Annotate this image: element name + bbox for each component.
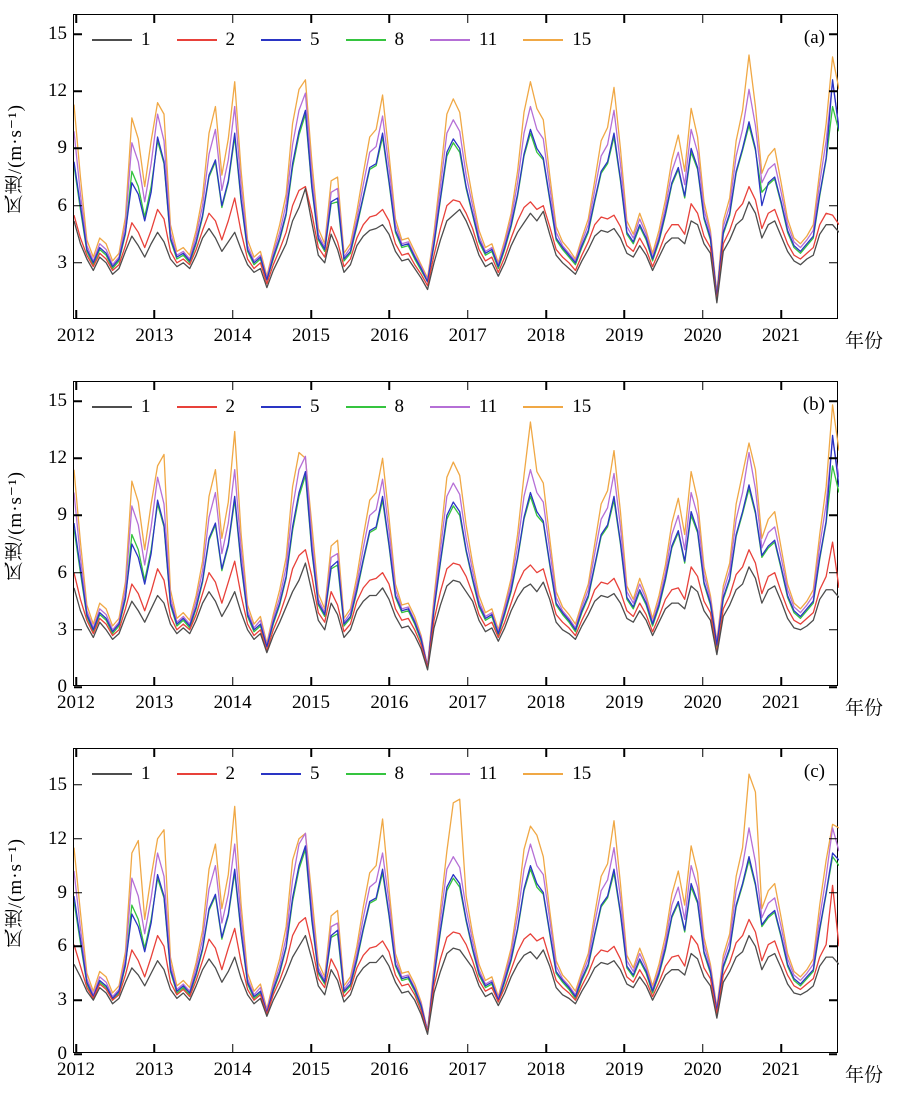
x-tick-mark bbox=[624, 310, 626, 318]
series-lines-c bbox=[74, 749, 839, 1054]
legend-swatch bbox=[261, 39, 301, 41]
y-tick-mark bbox=[829, 148, 837, 150]
y-tick-label: 6 bbox=[57, 561, 67, 583]
x-tick-mark bbox=[389, 677, 391, 685]
x-tick-label: 2014 bbox=[213, 325, 252, 346]
x-tick-mark bbox=[389, 1044, 391, 1052]
y-tick-label: 15 bbox=[48, 390, 67, 412]
x-tick-label: 2018 bbox=[527, 325, 565, 346]
x-tick-label: 2017 bbox=[448, 692, 487, 713]
x-tick-mark bbox=[75, 15, 77, 23]
x-tick-label: 2012 bbox=[57, 1059, 95, 1080]
y-tick-label: 3 bbox=[57, 251, 67, 273]
x-tick-mark bbox=[624, 677, 626, 685]
y-tick-mark bbox=[829, 946, 837, 948]
x-tick-mark bbox=[467, 1044, 469, 1052]
x-tick-label: 2013 bbox=[135, 1059, 174, 1080]
series-lines-a bbox=[74, 15, 839, 320]
y-tick-mark bbox=[829, 629, 837, 631]
legend-swatch bbox=[92, 406, 132, 408]
y-tick-mark bbox=[829, 999, 837, 1001]
x-tick-mark bbox=[75, 1044, 77, 1052]
legend-label: 1 bbox=[141, 29, 151, 50]
y-tick-label: 9 bbox=[57, 504, 67, 526]
x-tick-mark bbox=[75, 382, 77, 390]
legend-swatch bbox=[261, 773, 301, 775]
y-tick-mark bbox=[829, 892, 837, 894]
legend-swatch bbox=[92, 39, 132, 41]
legend-item[interactable] bbox=[177, 396, 236, 418]
legend-label: 8 bbox=[394, 29, 404, 50]
x-tick-label: 2014 bbox=[213, 692, 252, 713]
x-tick-mark bbox=[780, 1044, 782, 1052]
panel-letter-b: (b) bbox=[802, 394, 825, 415]
series-line-11 bbox=[74, 828, 839, 1031]
x-tick-label: 2017 bbox=[448, 1059, 487, 1080]
legend-item[interactable] bbox=[261, 763, 320, 785]
x-tick-label: 2021 bbox=[762, 325, 800, 346]
x-axis-label-c: 年份 bbox=[845, 1065, 884, 1086]
x-tick-mark bbox=[780, 677, 782, 685]
x-tick-label: 2013 bbox=[135, 325, 174, 346]
legend-swatch bbox=[346, 406, 386, 408]
y-tick-mark bbox=[829, 205, 837, 207]
x-tick-mark bbox=[702, 310, 704, 318]
legend-label: 15 bbox=[572, 763, 592, 784]
y-tick-label: 3 bbox=[57, 989, 67, 1011]
x-tick-label: 2020 bbox=[683, 692, 722, 713]
x-tick-mark bbox=[310, 1044, 312, 1052]
x-tick-mark bbox=[702, 15, 704, 23]
x-tick-label: 2015 bbox=[292, 692, 330, 713]
x-tick-mark bbox=[154, 1044, 156, 1052]
x-tick-mark bbox=[702, 382, 704, 390]
y-tick-label: 9 bbox=[57, 881, 67, 903]
legend-item[interactable] bbox=[177, 29, 236, 51]
x-tick-mark bbox=[780, 310, 782, 318]
series-line-8 bbox=[74, 849, 839, 1032]
legend-swatch bbox=[346, 773, 386, 775]
x-tick-label: 2018 bbox=[527, 692, 565, 713]
x-tick-mark bbox=[624, 15, 626, 23]
y-tick-label: 12 bbox=[48, 827, 67, 849]
legend-swatch bbox=[177, 773, 217, 775]
legend-swatch bbox=[430, 39, 470, 41]
x-tick-mark bbox=[75, 310, 77, 318]
x-tick-mark bbox=[467, 382, 469, 390]
y-tick-mark bbox=[74, 629, 82, 631]
y-tick-label: 0 bbox=[57, 1043, 67, 1064]
legend-swatch bbox=[346, 39, 386, 41]
x-tick-mark bbox=[232, 382, 234, 390]
legend-item[interactable] bbox=[92, 29, 151, 51]
chart-panel-a bbox=[0, 0, 909, 367]
x-tick-mark bbox=[780, 749, 782, 757]
x-tick-mark bbox=[545, 749, 547, 757]
y-tick-mark bbox=[74, 148, 82, 150]
legend-swatch bbox=[92, 773, 132, 775]
x-tick-mark bbox=[545, 1044, 547, 1052]
series-line-2 bbox=[74, 542, 839, 668]
x-tick-mark bbox=[545, 310, 547, 318]
x-tick-label: 2016 bbox=[370, 325, 409, 346]
series-line-1 bbox=[74, 563, 839, 670]
legend-item[interactable] bbox=[523, 396, 591, 418]
x-tick-mark bbox=[702, 1044, 704, 1052]
x-tick-mark bbox=[154, 15, 156, 23]
y-tick-label: 6 bbox=[57, 935, 67, 957]
x-tick-mark bbox=[467, 677, 469, 685]
x-axis-label-b: 年份 bbox=[845, 698, 884, 719]
y-tick-mark bbox=[74, 999, 82, 1001]
legend-swatch bbox=[177, 39, 217, 41]
legend-label: 8 bbox=[394, 763, 404, 784]
y-tick-mark bbox=[74, 33, 82, 35]
x-tick-mark bbox=[310, 310, 312, 318]
y-tick-mark bbox=[829, 686, 837, 688]
y-tick-mark bbox=[829, 33, 837, 35]
x-tick-label: 2017 bbox=[448, 325, 487, 346]
x-tick-mark bbox=[545, 382, 547, 390]
x-tick-mark bbox=[624, 1044, 626, 1052]
y-tick-mark bbox=[74, 946, 82, 948]
legend-item[interactable] bbox=[523, 29, 591, 51]
x-tick-label: 2012 bbox=[57, 692, 95, 713]
x-tick-label: 2021 bbox=[762, 1059, 800, 1080]
y-axis-label-a: 风速/(m·s⁻¹) bbox=[5, 103, 26, 215]
y-tick-mark bbox=[74, 784, 82, 786]
x-tick-mark bbox=[624, 382, 626, 390]
y-tick-label: 0 bbox=[57, 676, 67, 697]
y-axis-label-b: 风速/(m·s⁻¹) bbox=[5, 470, 26, 582]
x-tick-mark bbox=[389, 310, 391, 318]
y-tick-mark bbox=[74, 400, 82, 402]
plot-frame-c bbox=[48, 748, 838, 1080]
x-axis-label-a: 年份 bbox=[845, 331, 884, 352]
legend-label: 2 bbox=[225, 29, 235, 50]
x-tick-mark bbox=[389, 382, 391, 390]
y-tick-mark bbox=[74, 458, 82, 460]
x-tick-mark bbox=[310, 382, 312, 390]
x-tick-label: 2018 bbox=[527, 1059, 565, 1080]
x-tick-mark bbox=[232, 310, 234, 318]
legend-label: 15 bbox=[572, 396, 592, 417]
legend-swatch bbox=[261, 406, 301, 408]
legend-item[interactable] bbox=[261, 396, 320, 418]
legend-item[interactable] bbox=[430, 396, 497, 418]
y-tick-mark bbox=[74, 91, 82, 93]
legend-swatch bbox=[430, 773, 470, 775]
x-tick-mark bbox=[545, 15, 547, 23]
y-tick-label: 12 bbox=[48, 80, 67, 102]
y-tick-mark bbox=[74, 892, 82, 894]
x-tick-mark bbox=[75, 749, 77, 757]
x-tick-mark bbox=[154, 310, 156, 318]
y-tick-mark bbox=[829, 91, 837, 93]
x-tick-mark bbox=[154, 749, 156, 757]
y-tick-label: 6 bbox=[57, 194, 67, 216]
y-tick-mark bbox=[829, 784, 837, 786]
y-tick-mark bbox=[74, 205, 82, 207]
x-tick-label: 2015 bbox=[292, 1059, 330, 1080]
y-tick-mark bbox=[74, 838, 82, 840]
x-tick-mark bbox=[624, 749, 626, 757]
y-tick-mark bbox=[829, 572, 837, 574]
series-line-1 bbox=[74, 188, 839, 302]
y-tick-label: 12 bbox=[48, 447, 67, 469]
legend-label: 1 bbox=[141, 396, 151, 417]
x-tick-mark bbox=[702, 677, 704, 685]
x-tick-mark bbox=[467, 310, 469, 318]
y-tick-mark bbox=[74, 686, 82, 688]
legend-label: 5 bbox=[310, 29, 320, 50]
x-tick-label: 2012 bbox=[57, 325, 95, 346]
x-tick-label: 2019 bbox=[605, 325, 644, 346]
legend-item[interactable] bbox=[430, 29, 497, 51]
legend-item[interactable] bbox=[346, 763, 405, 785]
legend-item[interactable] bbox=[430, 763, 497, 785]
y-tick-mark bbox=[74, 572, 82, 574]
legend-label: 2 bbox=[225, 763, 235, 784]
x-tick-mark bbox=[310, 749, 312, 757]
x-tick-mark bbox=[389, 15, 391, 23]
plot-frame-b bbox=[48, 381, 838, 713]
x-tick-mark bbox=[310, 15, 312, 23]
x-tick-mark bbox=[154, 677, 156, 685]
legend-label: 11 bbox=[479, 29, 498, 50]
panel-letter-c: (c) bbox=[803, 761, 825, 782]
y-axis-label-c: 风速/(m·s⁻¹) bbox=[5, 837, 26, 949]
x-tick-label: 2020 bbox=[683, 1059, 722, 1080]
series-lines-b bbox=[74, 382, 839, 687]
panel-letter-a: (a) bbox=[803, 27, 825, 48]
x-tick-mark bbox=[780, 15, 782, 23]
x-tick-label: 2020 bbox=[683, 325, 722, 346]
x-tick-mark bbox=[389, 749, 391, 757]
x-tick-label: 2019 bbox=[605, 1059, 644, 1080]
y-tick-mark bbox=[74, 1053, 82, 1055]
legend-item[interactable] bbox=[523, 763, 591, 785]
series-line-8 bbox=[74, 466, 839, 668]
x-tick-mark bbox=[545, 677, 547, 685]
x-tick-mark bbox=[232, 677, 234, 685]
x-tick-label: 2021 bbox=[762, 692, 800, 713]
legend-item[interactable] bbox=[177, 763, 236, 785]
legend-swatch bbox=[177, 406, 217, 408]
y-tick-mark bbox=[829, 515, 837, 517]
legend-item[interactable] bbox=[346, 29, 405, 51]
series-line-2 bbox=[74, 187, 839, 301]
legend-a bbox=[92, 29, 617, 51]
y-tick-mark bbox=[829, 1053, 837, 1055]
legend-label: 15 bbox=[572, 29, 592, 50]
x-tick-mark bbox=[232, 1044, 234, 1052]
x-tick-label: 2014 bbox=[213, 1059, 252, 1080]
y-tick-label: 15 bbox=[48, 23, 67, 45]
legend-item[interactable] bbox=[346, 396, 405, 418]
legend-swatch bbox=[523, 39, 563, 41]
series-line-5 bbox=[74, 846, 839, 1033]
y-tick-mark bbox=[74, 262, 82, 264]
x-tick-mark bbox=[467, 749, 469, 757]
legend-item[interactable] bbox=[92, 396, 151, 418]
legend-label: 5 bbox=[310, 396, 320, 417]
y-tick-mark bbox=[829, 262, 837, 264]
x-tick-mark bbox=[232, 15, 234, 23]
legend-c bbox=[92, 763, 617, 785]
y-tick-mark bbox=[829, 400, 837, 402]
x-tick-mark bbox=[702, 749, 704, 757]
legend-label: 2 bbox=[225, 396, 235, 417]
legend-label: 11 bbox=[479, 396, 498, 417]
y-tick-label: 15 bbox=[48, 773, 67, 795]
legend-label: 8 bbox=[394, 396, 404, 417]
chart-panel-c bbox=[0, 734, 909, 1101]
y-tick-label: 3 bbox=[57, 618, 67, 640]
legend-label: 5 bbox=[310, 763, 320, 784]
legend-item[interactable] bbox=[261, 29, 320, 51]
legend-swatch bbox=[523, 773, 563, 775]
y-tick-mark bbox=[829, 838, 837, 840]
x-tick-mark bbox=[154, 382, 156, 390]
legend-label: 11 bbox=[479, 763, 498, 784]
chart-panel-b bbox=[0, 367, 909, 734]
x-tick-mark bbox=[75, 677, 77, 685]
x-tick-mark bbox=[467, 15, 469, 23]
x-tick-mark bbox=[310, 677, 312, 685]
x-tick-mark bbox=[780, 382, 782, 390]
y-tick-mark bbox=[74, 515, 82, 517]
x-tick-label: 2019 bbox=[605, 692, 644, 713]
x-tick-label: 2013 bbox=[135, 692, 174, 713]
x-tick-label: 2016 bbox=[370, 692, 409, 713]
legend-swatch bbox=[523, 406, 563, 408]
legend-item[interactable] bbox=[92, 763, 151, 785]
legend-b bbox=[92, 396, 617, 418]
y-tick-mark bbox=[829, 458, 837, 460]
y-tick-label: 9 bbox=[57, 137, 67, 159]
x-tick-label: 2015 bbox=[292, 325, 330, 346]
legend-swatch bbox=[430, 406, 470, 408]
x-tick-label: 2016 bbox=[370, 1059, 409, 1080]
x-tick-mark bbox=[232, 749, 234, 757]
legend-label: 1 bbox=[141, 763, 151, 784]
plot-frame-a bbox=[48, 14, 838, 346]
